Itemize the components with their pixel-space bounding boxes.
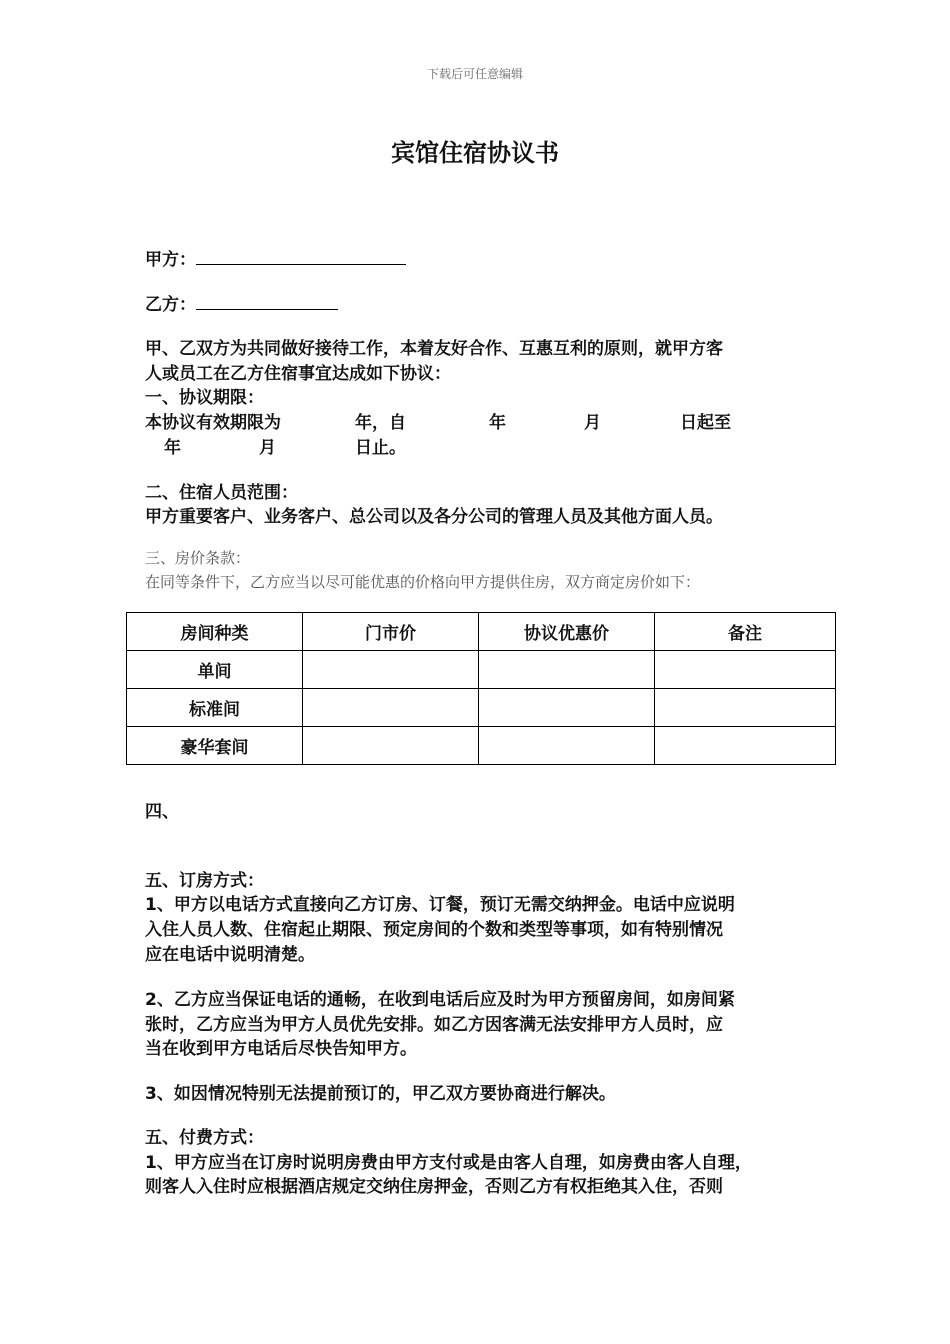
party-a-blank[interactable] [196,246,406,265]
booking-p3: 3、如因情况特别无法提前预订的，甲乙双方要协商进行解决。 [145,1084,616,1104]
price-cell[interactable] [303,727,479,765]
table-row [127,689,836,727]
section-3-body: 在同等条件下，乙方应当以尽可能优惠的价格向甲方提供住房，双方商定房价如下： [145,573,701,591]
party-b-label: 乙方： [145,295,196,315]
price-cell[interactable] [479,651,655,689]
table-header-cell: 备注 [655,613,836,651]
table-row [127,651,836,689]
booking-p2-line-1: 2、乙方应当保证电话的通畅，在收到电话后应及时为甲方预留房间，如房间紧 [145,990,735,1010]
party-b-row [145,290,338,315]
booking-p1-line-2: 入住人员人数、住宿起止期限、预定房间的个数和类型等事项，如有特别情况 [145,920,723,940]
note-cell[interactable] [655,651,836,689]
party-a-label: 甲方： [145,250,196,270]
payment-p1-line-2: 则客人入住时应根据酒店规定交纳住房押金，否则乙方有权拒绝其入住，否则 [145,1177,723,1197]
price-cell[interactable] [303,689,479,727]
header-note: 下载后可任意编辑 [426,67,523,81]
price-cell[interactable] [303,651,479,689]
term-year-2: 年 [489,413,506,433]
section-5-title: 五、订房方式： [145,871,264,891]
section-6-title: 五、付费方式： [145,1128,264,1148]
intro-line-1: 甲、乙双方为共同做好接待工作，本着友好合作、互惠互利的原则，就甲方客 [145,339,723,359]
table-header-cell: 房间种类 [127,613,303,651]
note-cell[interactable] [655,689,836,727]
room-type-cell: 豪华套间 [127,727,303,765]
price-cell[interactable] [479,689,655,727]
section-4-title: 四、 [145,802,179,822]
term-day-start: 日起至 [680,413,731,433]
term-year-3: 年 [164,438,181,458]
section-2-body: 甲方重要客户、业务客户、总公司以及各分公司的管理人员及其他方面人员。 [145,507,723,527]
intro-line-2: 人或员工在乙方住宿事宜达成如下协议： [145,364,451,384]
party-b-blank[interactable] [196,291,338,310]
room-price-table [126,612,836,765]
booking-p1-line-3: 应在电话中说明清楚。 [145,945,315,965]
room-type-cell: 标准间 [127,689,303,727]
term-prefix: 本协议有效期限为 [145,413,281,433]
table-header-row [127,613,836,651]
party-a-row [145,245,406,270]
table-header-cell: 门市价 [303,613,479,651]
term-month-1: 月 [584,413,601,433]
table-header-cell: 协议优惠价 [479,613,655,651]
note-cell[interactable] [655,727,836,765]
term-year-1: 年，自 [355,413,406,433]
term-day-end: 日止。 [355,438,406,458]
room-type-cell: 单间 [127,651,303,689]
section-3-title: 三、房价条款： [145,549,251,567]
price-cell[interactable] [479,727,655,765]
booking-p1-line-1: 1、甲方以电话方式直接向乙方订房、订餐，预订无需交纳押金。电话中应说明 [145,895,735,915]
booking-p2-line-2: 张时，乙方应当为甲方人员优先安排。如乙方因客满无法安排甲方人员时，应 [145,1015,723,1035]
section-1-title: 一、协议期限： [145,388,264,408]
booking-p2-line-3: 当在收到甲方电话后尽快告知甲方。 [145,1039,417,1059]
table-row [127,727,836,765]
payment-p1-line-1: 1、甲方应当在订房时说明房费由甲方支付或是由客人自理，如房费由客人自理， [145,1153,752,1173]
section-2-title: 二、住宿人员范围： [145,483,298,503]
term-month-2: 月 [259,438,276,458]
page-title: 宾馆住宿协议书 [391,139,559,167]
